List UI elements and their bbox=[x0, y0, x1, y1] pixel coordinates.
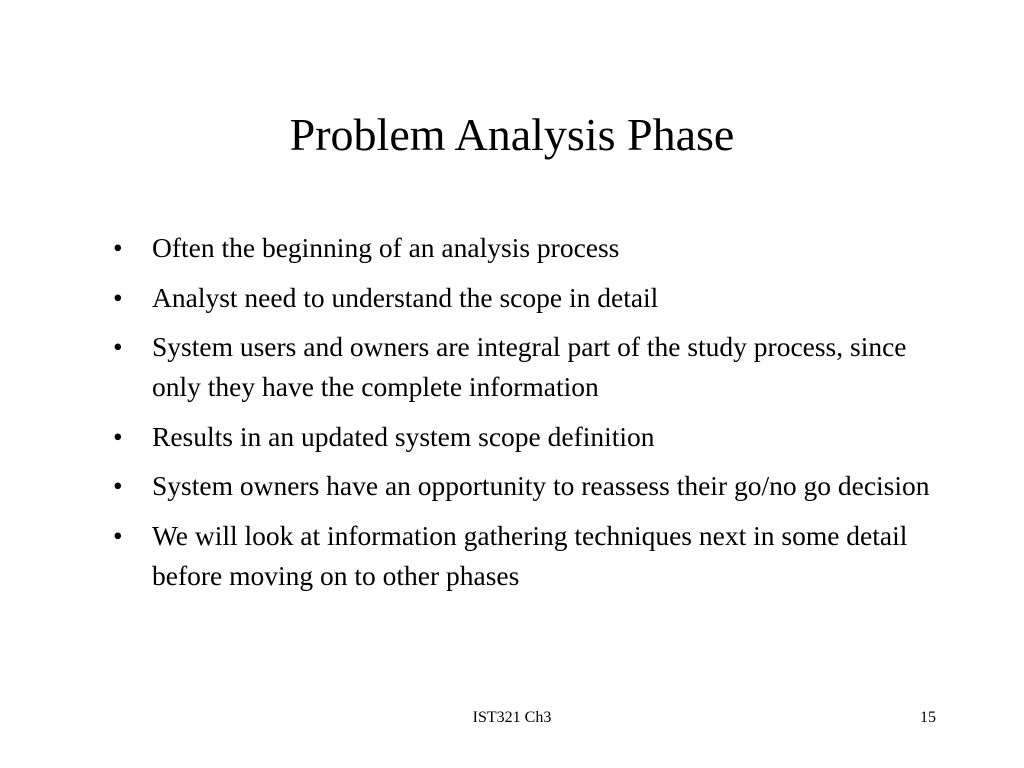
footer-course: IST321 Ch3 bbox=[472, 709, 552, 726]
bullet-dot-icon: • bbox=[113, 470, 123, 501]
bullet-item-6 bbox=[113, 516, 943, 596]
bullet-item-2 bbox=[113, 278, 943, 318]
bullet-dot-icon: • bbox=[113, 420, 123, 452]
slide-title: Problem Analysis Phase bbox=[289, 109, 735, 160]
bullet-item-3 bbox=[113, 327, 943, 407]
bullet-list bbox=[113, 228, 943, 605]
bullet-text: Results in an updated system scope definition bbox=[152, 420, 655, 452]
footer-page-number: 15 bbox=[920, 709, 936, 726]
bullet-text: System users and owners are integral part of the study process, since only they have the complete information bbox=[152, 331, 907, 402]
bullet-dot-icon: • bbox=[113, 331, 123, 362]
bullet-dot-icon: • bbox=[113, 281, 123, 313]
bullet-text: We will look at information gathering techniques next in some detail before moving on to other phases bbox=[152, 519, 908, 591]
bullet-text: Often the beginning of an analysis process bbox=[152, 232, 620, 263]
bullet-dot-icon: • bbox=[113, 519, 123, 551]
bullet-item-1 bbox=[113, 228, 943, 268]
bullet-item-4 bbox=[113, 417, 943, 457]
bullet-dot-icon: • bbox=[113, 232, 123, 263]
bullet-item-5 bbox=[113, 466, 943, 506]
bullet-text: System owners have an opportunity to reassess their go/no go decision bbox=[152, 470, 930, 501]
bullet-text: Analyst need to understand the scope in detail bbox=[152, 281, 659, 313]
